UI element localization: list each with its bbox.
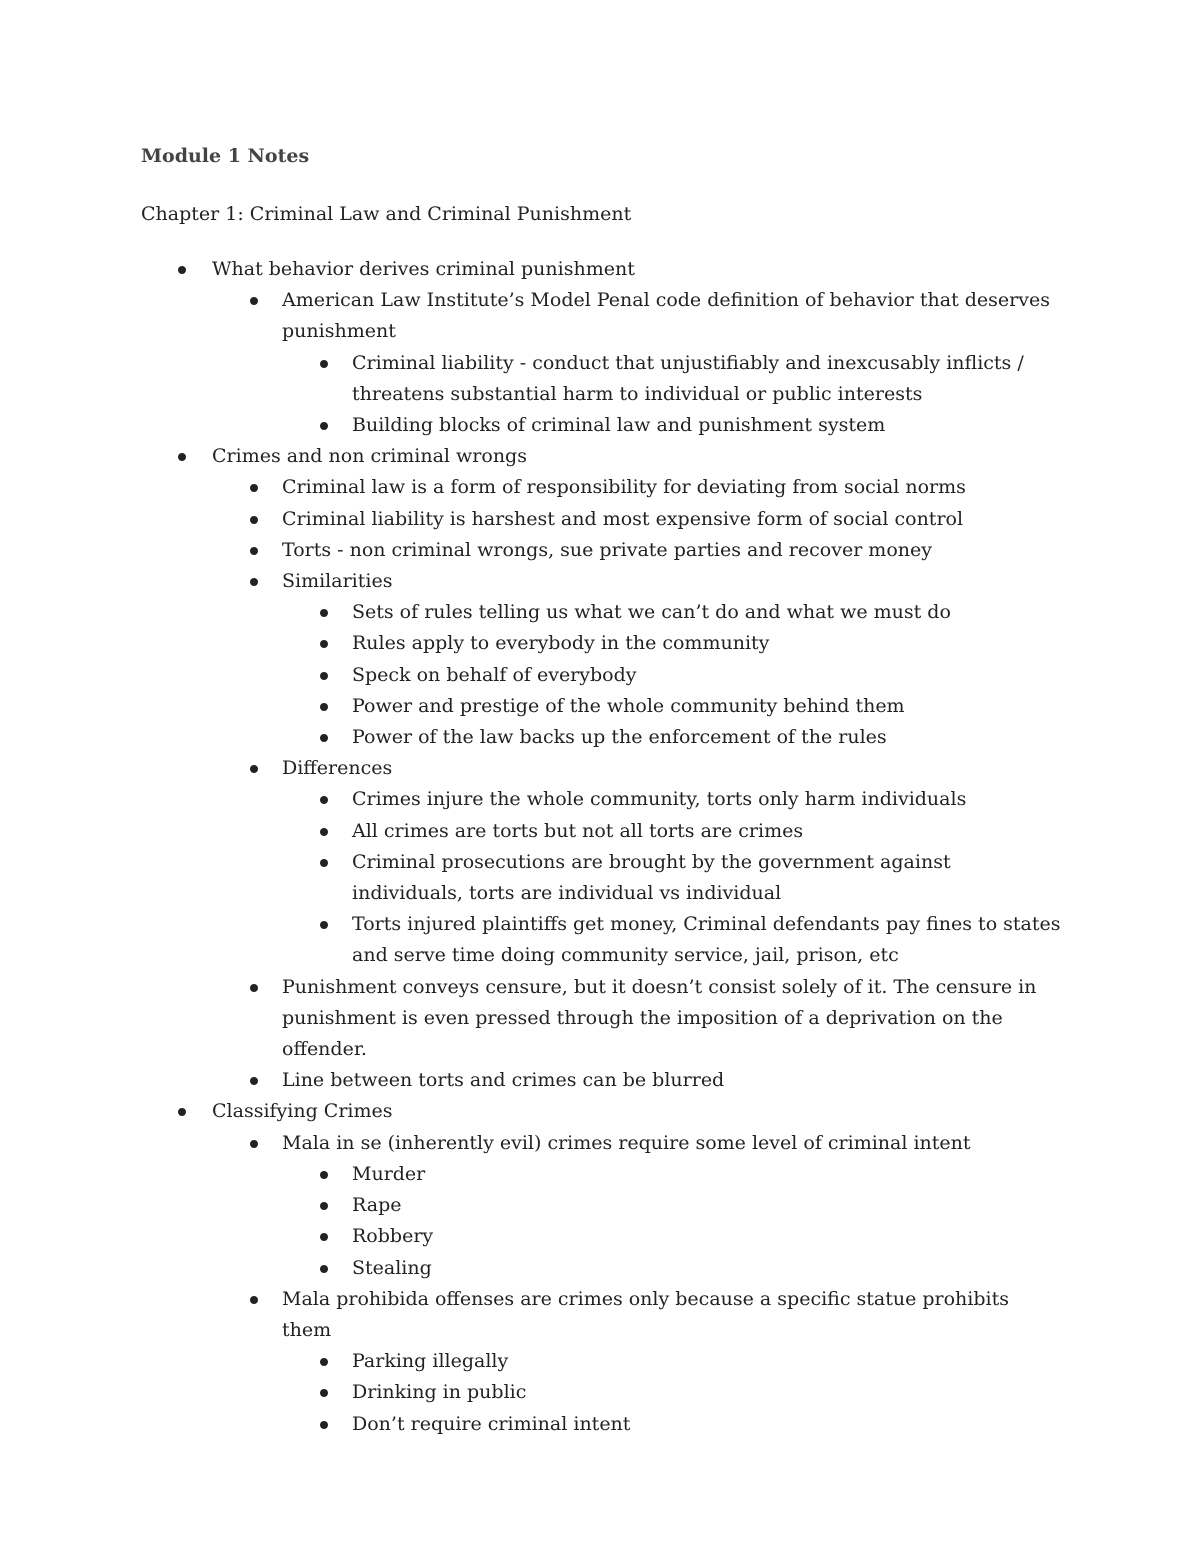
list-item [141, 348, 1061, 410]
list-item-text: Crimes injure the whole community, torts only harm individuals [352, 788, 967, 811]
list-item [141, 566, 1061, 597]
list-item-text: Crimes and non criminal wrongs [212, 445, 527, 468]
list-item-text: Differences [282, 757, 393, 780]
bullet-icon [250, 578, 258, 586]
list-item-text: Robbery [352, 1225, 434, 1248]
list-item-text: Torts injured plaintiffs get money, Criminal defendants pay fines to states and serve time doing community service, jail, prison, etc [352, 913, 1061, 967]
list-item-text: Punishment conveys censure, but it doesn’t consist solely of it. The censure in punishment is even pressed through the imposition of a deprivation on the offender. [282, 975, 1037, 1061]
bullet-icon [320, 734, 328, 742]
bullet-icon [178, 266, 186, 274]
list-item-text: Sets of rules telling us what we can’t do and what we must do [352, 601, 951, 624]
list-item [141, 691, 1061, 722]
list-item [141, 1377, 1061, 1408]
list-item-text: Drinking in public [352, 1381, 527, 1404]
list-item [141, 285, 1061, 347]
list-item [141, 441, 1061, 472]
bullet-icon [320, 703, 328, 711]
bullet-icon [320, 796, 328, 804]
list-item [141, 628, 1061, 659]
bullet-icon [320, 1202, 328, 1210]
notes-outline [141, 254, 1061, 1440]
bullet-icon [320, 921, 328, 929]
list-item [141, 1284, 1061, 1346]
list-item-text: Mala prohibida offenses are crimes only because a specific statue prohibits them [282, 1287, 1010, 1341]
list-item [141, 1409, 1061, 1440]
list-item [141, 410, 1061, 441]
list-item-text: Power and prestige of the whole community behind them [352, 694, 905, 717]
list-item-text: All crimes are torts but not all torts are crimes [352, 819, 804, 842]
list-item [141, 504, 1061, 535]
list-item [141, 597, 1061, 628]
list-item [141, 847, 1061, 909]
bullet-icon [250, 516, 258, 524]
list-item [141, 1096, 1061, 1127]
list-item-text: Similarities [282, 570, 393, 593]
list-item [141, 1253, 1061, 1284]
list-item [141, 1346, 1061, 1377]
list-item-text: Speck on behalf of everybody [352, 663, 637, 686]
list-item-text: Stealing [352, 1256, 432, 1279]
bullet-icon [320, 1233, 328, 1241]
list-item-text: Parking illegally [352, 1350, 509, 1373]
list-item [141, 1221, 1061, 1252]
list-item-text: Rape [352, 1194, 402, 1217]
list-item [141, 472, 1061, 503]
list-item [141, 1190, 1061, 1221]
list-item [141, 972, 1061, 1066]
list-item-text: Power of the law backs up the enforcement of the rules [352, 726, 887, 749]
list-item-text: American Law Institute’s Model Penal code definition of behavior that deserves punishment [282, 289, 1050, 343]
bullet-icon [320, 609, 328, 617]
bullet-icon [320, 360, 328, 368]
bullet-icon [178, 453, 186, 461]
list-item [141, 722, 1061, 753]
bullet-icon [320, 1358, 328, 1366]
list-item-text: What behavior derives criminal punishment [212, 258, 635, 280]
bullet-icon [250, 1140, 258, 1148]
list-item-text: Criminal liability - conduct that unjustifiably and inexcusably inflicts / threatens substantial harm to individual or public interests [352, 351, 1024, 405]
list-item-text: Mala in se (inherently evil) crimes require some level of criminal intent [282, 1131, 971, 1154]
list-item-text: Don’t require criminal intent [352, 1412, 631, 1435]
list-item [141, 816, 1061, 847]
bullet-icon [250, 984, 258, 992]
bullet-icon [320, 1265, 328, 1273]
list-item [141, 254, 1061, 285]
bullet-icon [320, 1421, 328, 1429]
list-item [141, 753, 1061, 784]
bullet-icon [320, 828, 328, 836]
list-item-text: Building blocks of criminal law and punishment system [352, 414, 886, 437]
chapter-heading: Chapter 1: Criminal Law and Criminal Punishment [141, 203, 632, 225]
bullet-icon [320, 1171, 328, 1179]
bullet-icon [250, 297, 258, 305]
bullet-icon [178, 1108, 186, 1116]
list-item-text: Rules apply to everybody in the community [352, 632, 770, 655]
list-item [141, 535, 1061, 566]
list-item-text: Criminal law is a form of responsibility for deviating from social norms [282, 476, 966, 499]
list-item [141, 784, 1061, 815]
bullet-icon [250, 765, 258, 773]
list-item-text: Torts - non criminal wrongs, sue private parties and recover money [282, 538, 932, 561]
list-item-text: Classifying Crimes [212, 1100, 393, 1123]
list-item-text: Murder [352, 1162, 426, 1185]
bullet-icon [320, 640, 328, 648]
list-item-text: Criminal liability is harshest and most expensive form of social control [282, 507, 964, 530]
list-item [141, 1159, 1061, 1190]
bullet-icon [320, 422, 328, 430]
list-item [141, 1128, 1061, 1159]
list-item-text: Criminal prosecutions are brought by the government against individuals, torts are individual vs individual [352, 850, 951, 905]
bullet-icon [250, 484, 258, 492]
list-item [141, 909, 1061, 971]
page-title: Module 1 Notes [141, 145, 310, 167]
list-item-text: Line between torts and crimes can be blurred [282, 1069, 725, 1092]
bullet-icon [250, 1296, 258, 1304]
bullet-icon [320, 672, 328, 680]
list-item [141, 660, 1061, 691]
bullet-icon [320, 1389, 328, 1397]
bullet-icon [250, 1077, 258, 1085]
list-item [141, 1065, 1061, 1096]
bullet-icon [250, 547, 258, 555]
bullet-icon [320, 859, 328, 867]
